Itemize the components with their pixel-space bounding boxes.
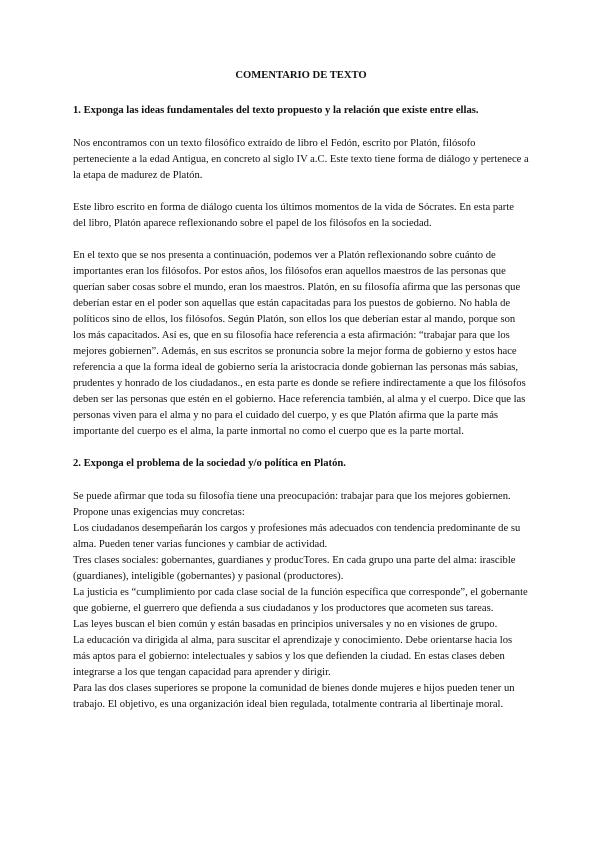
section-2-line-5: Las leyes buscan el bien común y están basadas en principios universales y no en visiones de grupo. xyxy=(73,619,498,630)
section-1-paragraph-3: En el texto que se nos presenta a continuación, podemos ver a Platón reflexionando sobre cuánto de importantes eran los filósofos. Por estos años, los filósofos eran aquellos maestros de las personas que querían saber cosas sobre el mundo, eran los maestros. Platón, en su filosofía afirma que las personas que deberían estar en el poder son aquellas que están capacitadas para los puestos de gobierno. No habla de políticos sino de ellos, los filósofos. Según Platón, son ellos los que deberían estar al mando, porque son los más capacitados. Así es, que en su filosofía hace referencia a esta afirmación: “trabajar para que los mejores gobiernen”. Además, en sus escritos se pronuncia sobre la mejor forma de gobierno y estos hace referencia a que la forma ideal de gobierno sería la aristocracia donde gobiernan las personas más sabias, prudentes y honrado de los ciudadanos., en esta parte es donde se refiere indirectamente a que los filósofos deben ser las personas que estén en el gobierno. Hace referencia también, al alma y el cuerpo. Dice que las personas viven para el alma y no para el cuidado del cuerpo, y es que Platón afirma que la parte más importante del cuerpo es el alma, la parte inmortal no como el cuerpo que es la parte mortal. xyxy=(73,250,526,437)
section-2-line-1: Se puede afirmar que toda su filosofía tiene una preocupación: trabajar para que los mejores gobiernen. Propone unas exigencias muy concretas: xyxy=(73,491,511,518)
section-2-heading: 2. Exponga el problema de la sociedad y/o política en Platón. xyxy=(73,458,346,469)
section-1-heading: 1. Exponga las ideas fundamentales del texto propuesto y la relación que existe entre ellas. xyxy=(73,105,479,116)
section-2-line-4: La justicia es “cumplimiento por cada clase social de la función específica que corresponde”, el gobernante que gobierne, el guerrero que defienda a sus ciudadanos y los productores que acometen sus tareas. xyxy=(73,587,528,614)
section-2-line-3: Tres clases sociales: gobernantes, guardianes y producTores. En cada grupo una parte del alma: irascible (guardianes), inteligible (gobernantes) y pasional (productores). xyxy=(73,555,516,582)
document-title: COMENTARIO DE TEXTO xyxy=(235,70,367,81)
section-1-paragraph-2: Este libro escrito en forma de diálogo cuenta los últimos momentos de la vida de Sócrates. En esta parte del libro, Platón aparece reflexionando sobre el papel de los filósofos en la sociedad. xyxy=(73,202,514,229)
section-1-paragraph-1: Nos encontramos con un texto filosófico extraído de libro el Fedón, escrito por Platón, filósofo perteneciente a la edad Antigua, en concreto al siglo IV a.C. Este texto tiene forma de diálogo y pertenece a la etapa de madurez de Platón. xyxy=(73,138,529,181)
section-2-line-7: Para las dos clases superiores se propone la comunidad de bienes donde mujeres e hijos pueden tener un trabajo. El objetivo, es una organización ideal bien regulada, totalmente contraria al libertinaje moral. xyxy=(73,683,515,710)
section-2-line-6: La educación va dirigida al alma, para suscitar el aprendizaje y conocimiento. Debe orientarse hacia los más aptos para el gobierno: intelectuales y sabios y los que defienden la ciudad. En estas clases deben integrarse a los que tengan capacidad para aprender y dirigir. xyxy=(73,635,513,678)
section-2-line-2: Los ciudadanos desempeñarán los cargos y profesiones más adecuados con tendencia predominante de su alma. Pueden tener varias funciones y cambiar de actividad. xyxy=(73,523,521,550)
document-page xyxy=(73,68,529,713)
